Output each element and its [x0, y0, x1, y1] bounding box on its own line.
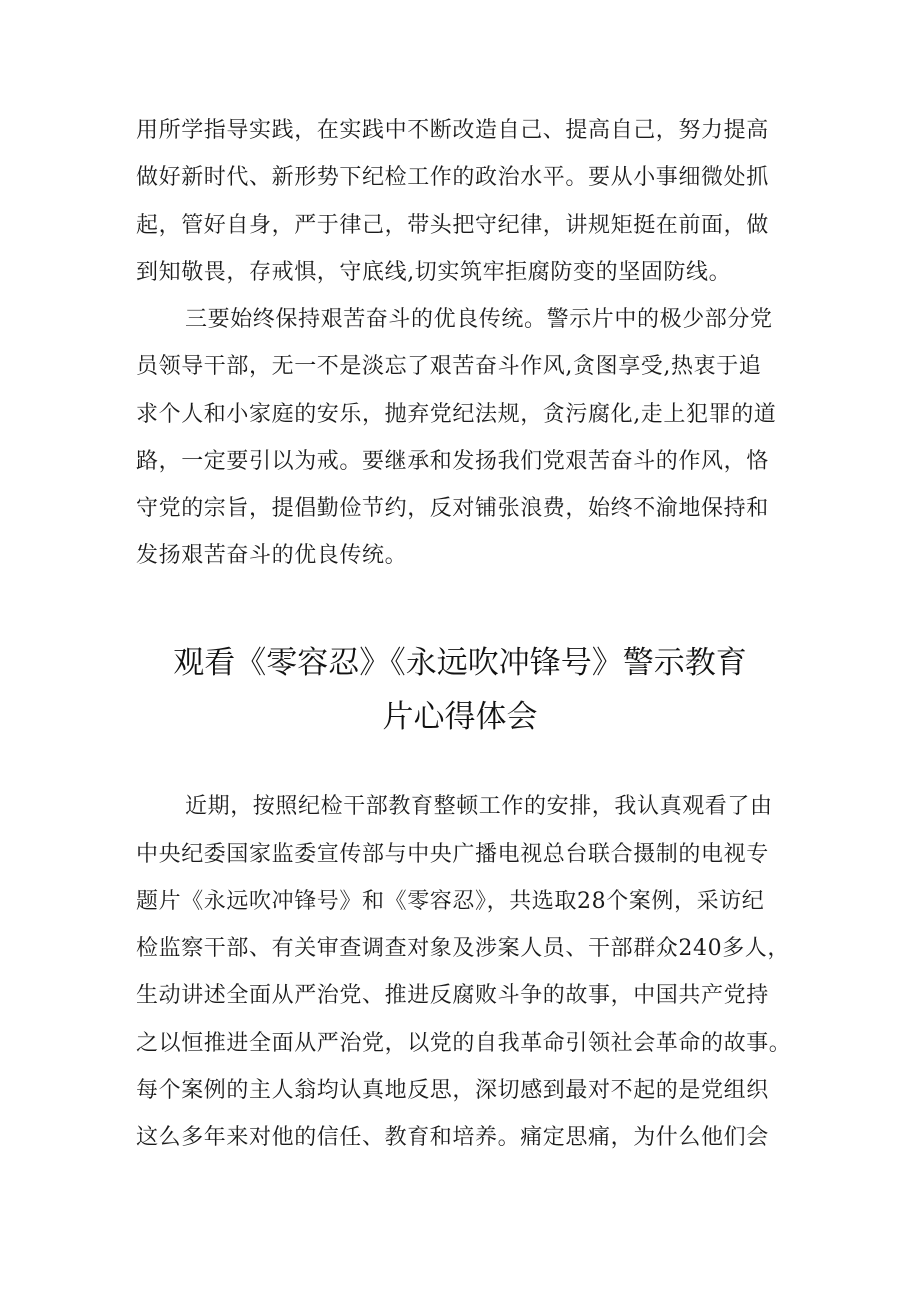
paragraph-line: 路，一定要引以为戒。要继承和发扬我们党艰苦奋斗的作风，恪 [136, 449, 769, 474]
paragraph-line: 三要始终保持艰苦奋斗的优良传统。警示片中的极少部分党 [185, 307, 773, 332]
paragraph-line: 守党的宗旨，提倡勤俭节约，反对铺张浪费，始终不渝地保持和 [136, 496, 769, 521]
paragraph-line: 用所学指导实践，在实践中不断改造自己、提高自己，努力提高 [136, 118, 769, 143]
paragraph-line: 这么多年来对他的信任、教育和培养。痛定思痛，为什么他们会 [136, 1125, 769, 1150]
paragraph-line: 近期，按照纪检干部教育整顿工作的安排，我认真观看了由 [185, 794, 773, 819]
paragraph-line: 员领导干部，无一不是淡忘了艰苦奋斗作风,贪图享受,热衷于追 [136, 354, 762, 379]
paragraph-line: 检监察干部、有关审查调查对象及涉案人员、干部群众240多人， [136, 936, 790, 961]
document-title: 观看《零容忍》《永远吹冲锋号》警示教育 [173, 645, 747, 681]
paragraph-line: 发扬艰苦奋斗的优良传统。 [136, 543, 408, 568]
paragraph-line: 做好新时代、新形势下纪检工作的政治水平。要从小事细微处抓 [136, 165, 769, 190]
paragraph-line: 题片《永远吹冲锋号》和《零容忍》，共选取28个案例，采访纪 [136, 889, 765, 914]
paragraph-line: 每个案例的主人翁均认真地反思，深切感到最对不起的是党组织 [136, 1078, 769, 1103]
paragraph-line: 中央纪委国家监委宣传部与中央广播电视总台联合摄制的电视专 [136, 842, 769, 867]
paragraph-line: 生动讲述全面从严治党、推进反腐败斗争的故事，中国共产党持 [136, 983, 769, 1008]
paragraph-line: 起，管好自身，严于律己，带头把守纪律，讲规矩挺在前面，做 [136, 213, 769, 238]
paragraph-line: 之以恒推进全面从严治党，以党的自我革命引领社会革命的故事。 [136, 1031, 792, 1056]
paragraph-line: 到知敬畏，存戒惧，守底线,切实筑牢拒腐防变的坚固防线。 [136, 260, 732, 285]
paragraph-line: 求个人和小家庭的安乐，抛弃党纪法规，贪污腐化,走上犯罪的道 [136, 402, 777, 427]
document-title: 片心得体会 [382, 699, 538, 735]
